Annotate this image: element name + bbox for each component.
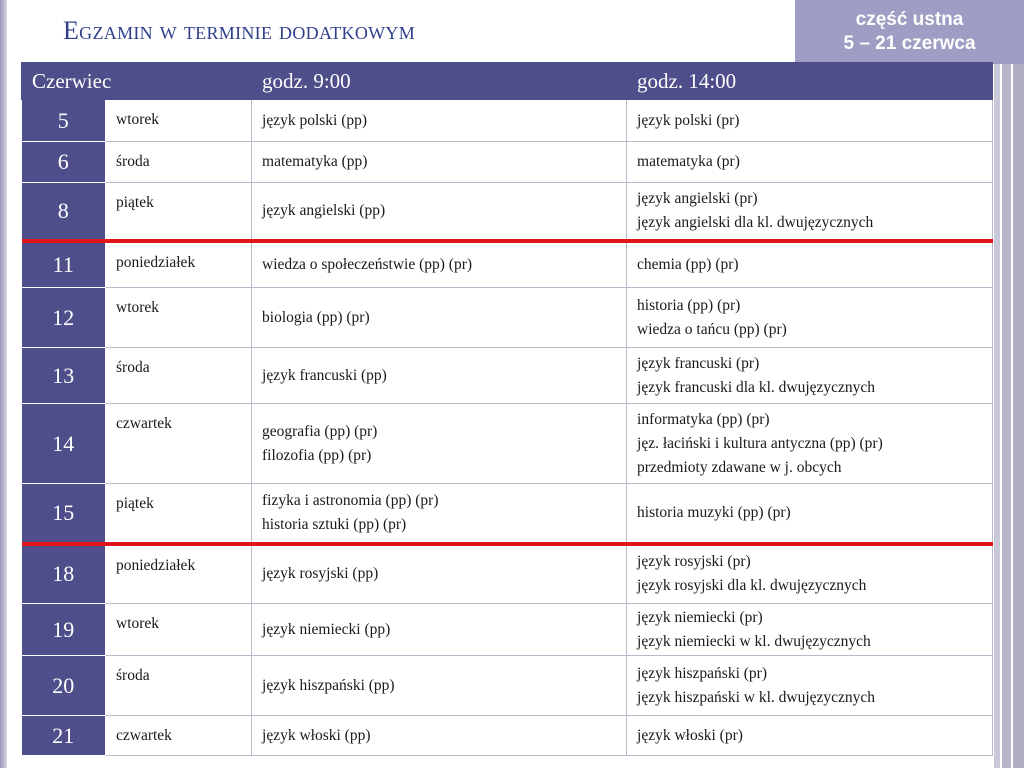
exam-subject: język włoski (pr) — [637, 726, 743, 744]
table-row — [22, 142, 993, 183]
morning-exams — [252, 404, 627, 484]
stripe — [994, 62, 1000, 768]
weekday: czwartek — [106, 404, 252, 484]
afternoon-exams — [627, 484, 993, 544]
exam-subject: jęz. łaciński i kultura antyczna (pp) (pr) — [637, 434, 883, 452]
day-number: 18 — [22, 544, 106, 604]
exam-subject: język francuski dla kl. dwujęzycznych — [637, 378, 876, 396]
exam-subject: język angielski dla kl. dwujęzycznych — [637, 213, 874, 231]
morning-exams — [252, 484, 627, 544]
afternoon-exams — [627, 183, 993, 241]
afternoon-exams — [627, 288, 993, 348]
exam-subject: historia muzyki (pp) (pr) — [637, 503, 791, 521]
day-number: 6 — [22, 142, 106, 183]
afternoon-exams — [627, 544, 993, 604]
table-row — [22, 656, 993, 716]
afternoon-exams — [627, 100, 993, 142]
exam-subject: język polski (pr) — [637, 111, 740, 129]
badge-line-2: 5 – 21 czerwca — [843, 33, 976, 54]
morning-exams — [252, 288, 627, 348]
table-row — [22, 604, 993, 656]
morning-exams — [252, 348, 627, 404]
weekday: środa — [106, 348, 252, 404]
day-number: 8 — [22, 183, 106, 241]
weekday: wtorek — [106, 288, 252, 348]
exam-subject: język hiszpański (pr) — [637, 664, 768, 682]
exam-subject: język francuski (pp) — [262, 366, 387, 384]
exam-subject: wiedza o tańcu (pp) (pr) — [637, 320, 787, 338]
afternoon-exams — [627, 604, 993, 656]
table-row — [22, 544, 993, 604]
afternoon-exams — [627, 348, 993, 404]
exam-subject: fizyka i astronomia (pp) (pr) — [262, 491, 439, 509]
exam-subject: język angielski (pp) — [262, 201, 386, 219]
header-morning: godz. 9:00 — [252, 63, 627, 100]
weekday: wtorek — [106, 604, 252, 656]
morning-exams — [252, 716, 627, 756]
stripe — [1002, 62, 1011, 768]
exam-subject: język niemiecki w kl. dwujęzycznych — [637, 632, 871, 650]
weekday: wtorek — [106, 100, 252, 142]
exam-subject: język francuski (pr) — [637, 354, 760, 372]
afternoon-exams — [627, 716, 993, 756]
table-row — [22, 348, 993, 404]
day-number: 11 — [22, 241, 106, 288]
oral-exam-badge — [795, 0, 1024, 64]
table-row — [22, 100, 993, 142]
weekday: czwartek — [106, 716, 252, 756]
day-number: 14 — [22, 404, 106, 484]
day-number: 15 — [22, 484, 106, 544]
exam-subject: przedmioty zdawane w j. obcych — [637, 458, 842, 476]
weekday: piątek — [106, 484, 252, 544]
exam-subject: wiedza o społeczeństwie (pp) (pr) — [262, 255, 473, 273]
weekday: piątek — [106, 183, 252, 241]
day-number: 21 — [22, 716, 106, 756]
afternoon-exams — [627, 404, 993, 484]
morning-exams — [252, 100, 627, 142]
exam-subject: język polski (pp) — [262, 111, 368, 129]
morning-exams — [252, 544, 627, 604]
weekday: poniedziałek — [106, 544, 252, 604]
weekday: poniedziałek — [106, 241, 252, 288]
right-stripes-decoration — [994, 62, 1024, 768]
morning-exams — [252, 241, 627, 288]
exam-subject: chemia (pp) (pr) — [637, 255, 739, 273]
exam-subject: język niemiecki (pr) — [637, 608, 763, 626]
morning-exams — [252, 183, 627, 241]
day-number: 5 — [22, 100, 106, 142]
afternoon-exams — [627, 656, 993, 716]
table-row — [22, 484, 993, 544]
day-number: 12 — [22, 288, 106, 348]
exam-subject: język rosyjski (pr) — [637, 553, 751, 571]
exam-subject: informatyka (pp) (pr) — [637, 410, 770, 428]
exam-subject: historia sztuki (pp) (pr) — [262, 515, 407, 533]
table-row — [22, 288, 993, 348]
left-border-decoration — [0, 0, 7, 768]
exam-subject: język włoski (pp) — [262, 726, 371, 744]
day-number: 20 — [22, 656, 106, 716]
exam-subject: geografia (pp) (pr) — [262, 422, 378, 440]
morning-exams — [252, 604, 627, 656]
afternoon-exams — [627, 241, 993, 288]
day-number: 19 — [22, 604, 106, 656]
exam-subject: biologia (pp) (pr) — [262, 308, 370, 326]
table-row — [22, 241, 993, 288]
weekday: środa — [106, 656, 252, 716]
exam-subject: historia (pp) (pr) — [637, 296, 741, 314]
badge-line-1: część ustna — [855, 9, 964, 30]
exam-subject: język niemiecki (pp) — [262, 620, 391, 638]
exam-schedule-table — [21, 62, 993, 756]
exam-subject: filozofia (pp) (pr) — [262, 446, 372, 464]
morning-exams — [252, 656, 627, 716]
stripe — [1013, 62, 1024, 768]
page-title: Egzamin w terminie dodatkowym — [63, 16, 416, 45]
table-header-row — [22, 63, 993, 100]
afternoon-exams — [627, 142, 993, 183]
weekday: środa — [106, 142, 252, 183]
table-row — [22, 404, 993, 484]
exam-subject: język hiszpański w kl. dwujęzycznych — [637, 688, 876, 706]
header-month: Czerwiec — [22, 63, 252, 100]
table-row — [22, 716, 993, 756]
header-afternoon: godz. 14:00 — [627, 63, 993, 100]
exam-subject: matematyka (pr) — [637, 153, 740, 170]
morning-exams — [252, 142, 627, 183]
exam-subject: język rosyjski (pp) — [262, 565, 379, 583]
table-row — [22, 183, 993, 241]
exam-subject: język hiszpański (pp) — [262, 676, 395, 694]
exam-subject: matematyka (pp) — [262, 153, 368, 170]
exam-subject: język rosyjski dla kl. dwujęzycznych — [637, 577, 867, 595]
day-number: 13 — [22, 348, 106, 404]
exam-subject: język angielski (pr) — [637, 189, 758, 207]
